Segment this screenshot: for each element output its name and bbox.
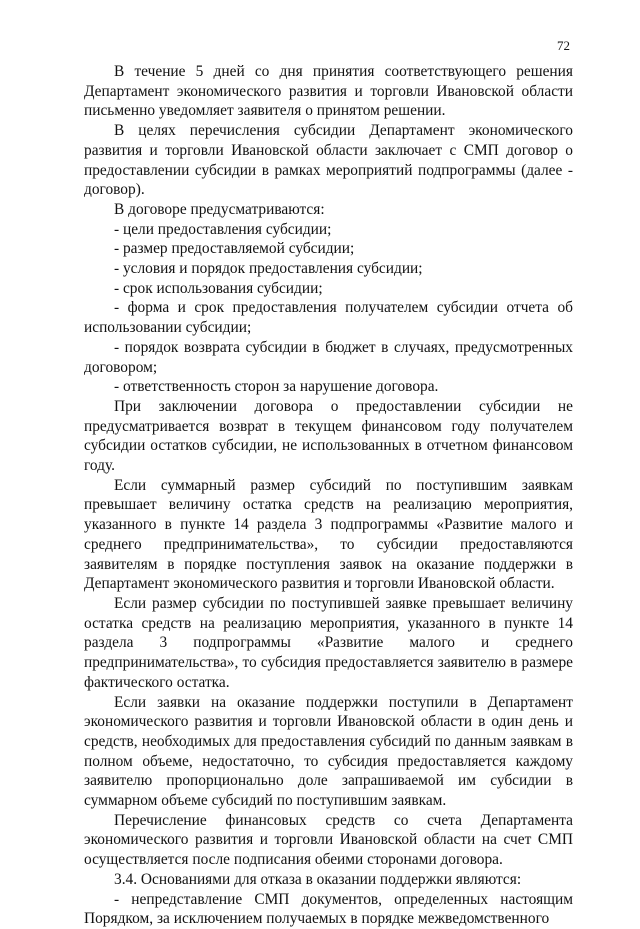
list-item-subsidy-term: - срок использования субсидии; — [114, 279, 323, 297]
list-item-subsidy-purposes: - цели предоставления субсидии; — [114, 220, 332, 238]
paragraph-single-exceeds: Если размер субсидии по поступившей заявке превышает величину остатка средств на реализацию мероприятия, указанного в пункте 14 раздела 3 подпрограммы «Развитие малого и среднего предпринимательства», то субсидия предоставляется заявителю в размере фактического остатка. — [84, 594, 573, 691]
paragraph-refusal-grounds-heading: 3.4. Основаниями для отказа в оказании поддержки являются: — [114, 870, 522, 888]
paragraph-notification: В течение 5 дней со дня принятия соответствующего решения Департамент экономического развития и торговли Ивановской области письменно уведомляет заявителя о принятом решении. — [84, 63, 573, 120]
paragraph-no-refund: При заключении договора о предоставлении субсидии не предусматривается возврат в текущем финансовом году получателем субсидии остатков субсидии, не использованных в отчетном финансовом году. — [84, 397, 573, 475]
list-item-report-form: - форма и срок предоставления получателем субсидии отчета об использовании субсидии; — [84, 299, 573, 337]
paragraph-total-exceeds: Если суммарный размер субсидий по поступившим заявкам превышает величину остатка средств на реализацию мероприятия, указанного в пункте 14 раздела 3 подпрограммы «Развитие малого и среднего предпринимательства», то субсидии предоставляются заявителям в порядке поступления заявок на оказание поддержки в Департамент экономического развития и торговли Ивановской области. — [84, 476, 573, 593]
paragraph-funds-transfer: Перечисление финансовых средств со счета Департамента экономического развития и торговли Ивановской области на счет СМП осуществляется после подписания обеими сторонами договора. — [84, 811, 573, 869]
document-body — [84, 62, 573, 929]
paragraph-same-day-applications: Если заявки на оказание поддержки поступили в Департамент экономического развития и торговли Ивановской области в один день и средств, необходимых для предоставления субсидий по данным заявкам в полном объеме, недостаточно, то субсидия предоставляется каждому заявителю пропорционально доле запрашиваемой им субсидии в суммарном объеме субсидий по поступившим заявкам. — [84, 693, 573, 810]
page-number: 72 — [557, 38, 570, 53]
paragraph-agreement-conclusion: В целях перечисления субсидии Департамент экономического развития и торговли Ивановской области заключает с СМП договор о предоставлении субсидии в рамках мероприятий подпрограммы (далее - договор). — [84, 122, 573, 199]
list-item-subsidy-amount: - размер предоставляемой субсидии; — [114, 240, 355, 258]
list-item-liability: - ответственность сторон за нарушение договора. — [114, 378, 439, 396]
list-item-missing-documents: - непредставление СМП документов, определенных настоящим Порядком, за исключением получаемых в порядке межведомственного — [84, 890, 573, 928]
paragraph-agreement-provisions-heading: В договоре предусматриваются: — [114, 200, 325, 218]
list-item-subsidy-conditions: - условия и порядок предоставления субсидии; — [114, 260, 423, 278]
list-item-refund-procedure: - порядок возврата субсидии в бюджет в случаях, предусмотренных договором; — [84, 338, 573, 376]
